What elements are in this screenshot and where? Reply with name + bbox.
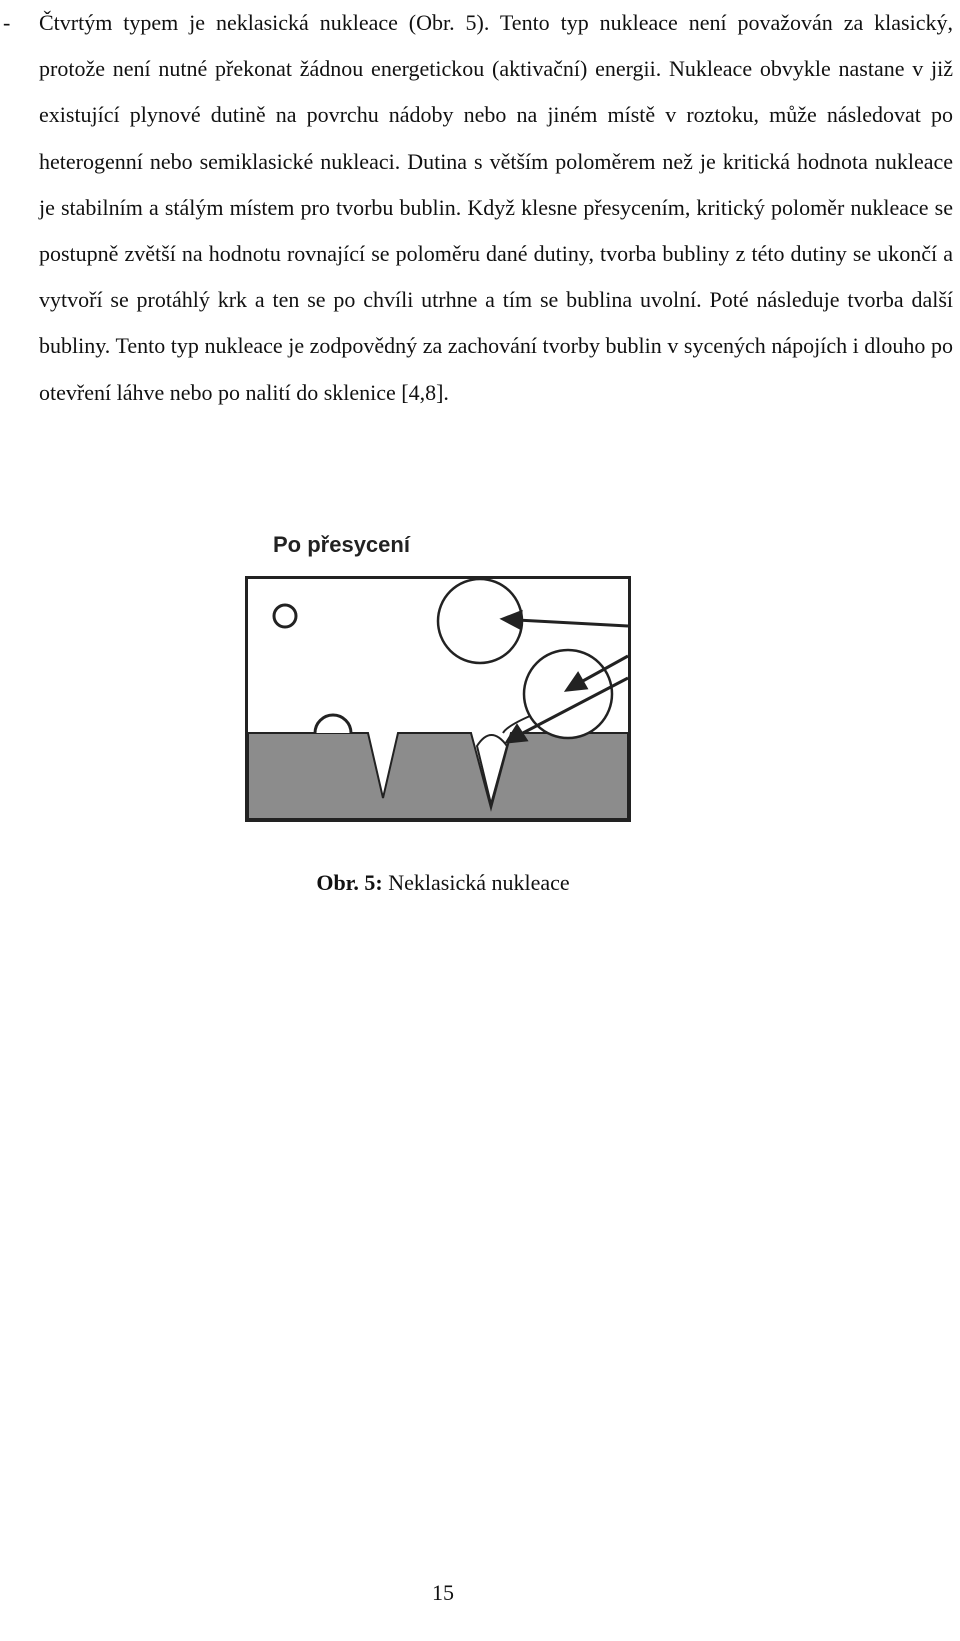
figure-caption	[0, 870, 886, 896]
small-bubble	[274, 605, 296, 627]
page-number: 15	[432, 1580, 454, 1605]
figure-title: Po přesycení	[273, 532, 410, 557]
nucleation-diagram	[245, 576, 631, 822]
list-bullet: -	[3, 10, 11, 35]
caption-label: Obr. 5:	[316, 870, 383, 895]
vessel-surface	[248, 733, 628, 819]
figure-nonclassical-nucleation	[245, 532, 665, 892]
caption-text: Neklasická nukleace	[382, 870, 570, 895]
body-paragraph: Čtvrtým typem je neklasická nukleace (Obr. 5). Tento typ nukleace není považován za klasický, protože není nutné překonat žádnou energetickou (aktivační) energii. Nukleace obvykle nastane v již existující plynové dutině na povrchu nádoby nebo na jiném místě v roztoku, může následovat po heterogenní nebo semiklasické nukleaci. Dutina s větším poloměrem než je kritická hodnota nukleace je stabilním a stálým místem pro tvorbu bublin. Když klesne přesycením, kritický poloměr nukleace se postupně zvětší na hodnotu rovnající se poloměru dané dutiny, tvorba bubliny z této dutiny se ukončí a vytvoří se protáhlý krk a ten se po chvíli utrhne a tím se bublina uvolní. Poté následuje tvorba další bubliny. Tento typ nukleace je zodpovědný za zachování tvorby bublin v sycených nápojích i dlouho po otevření láhve nebo po nalití do sklenice [4,8].	[39, 10, 953, 405]
